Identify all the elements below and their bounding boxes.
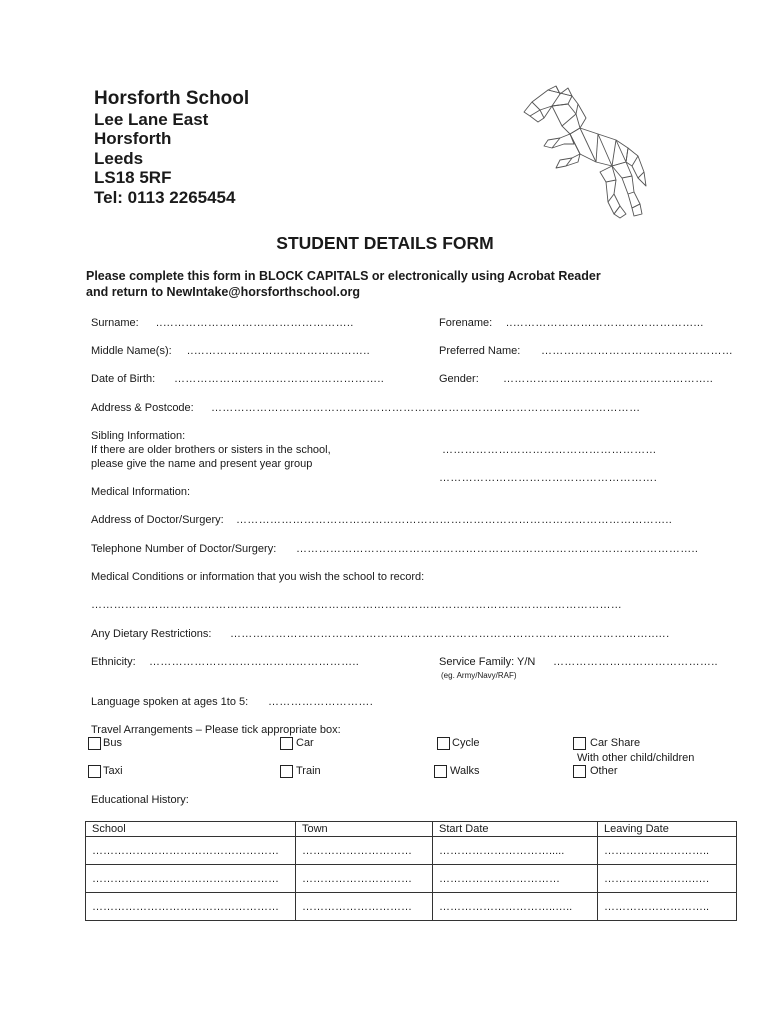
dietary-field[interactable]: …………………………………………………………………………………………………..…. [230,628,670,640]
forename-field[interactable]: ..…………………………………………... [506,317,704,329]
header-school: School [86,822,296,837]
surname-field[interactable]: ..……………………….………………….. [156,317,354,329]
doctor-address-label: Address of Doctor/Surgery: [91,514,224,526]
form-title: STUDENT DETAILS FORM [276,233,494,253]
geometric-horse-icon [520,82,650,220]
taxi-label: Taxi [103,765,123,777]
leaving-date-cell[interactable]: ……………………….. [598,893,737,921]
header-leaving-date: Leaving Date [598,822,737,837]
address-line-4: LS18 5RF [94,168,172,187]
leaving-date-cell[interactable]: …………………….…. [598,865,737,893]
bus-label: Bus [103,737,122,749]
dob-label: Date of Birth: [91,373,156,385]
taxi-checkbox[interactable] [88,765,101,778]
address-line-2: Horsforth [94,129,172,148]
header-start-date: Start Date [433,822,598,837]
car-label: Car [296,737,314,749]
sibling-field-1[interactable]: ………………………………………………… [442,444,657,456]
medical-info-label: Medical Information: [91,486,191,498]
education-table [85,821,737,921]
start-date-cell[interactable]: …………………………… [433,865,598,893]
address-field[interactable]: …………………………………………………………………………………………………… [211,402,641,414]
other-label: Other [590,765,618,777]
address-line-3: Leeds [94,149,144,168]
leaving-date-cell[interactable]: ……………………….. [598,837,737,865]
start-date-cell[interactable]: …………………………..... [433,837,598,865]
sibling-label: Sibling Information: [91,430,186,442]
town-cell[interactable]: ………………………… [296,865,433,893]
address-label: Address & Postcode: [91,402,194,414]
table-row [86,893,737,921]
preferred-name-field[interactable]: …………………………………………… [541,345,734,357]
doctor-phone-label: Telephone Number of Doctor/Surgery: [91,543,277,555]
school-name: Horsforth School [94,88,250,109]
car-share-checkbox[interactable] [573,737,586,750]
education-header-row [86,822,737,837]
address-line-1: Lee Lane East [94,110,209,129]
car-checkbox[interactable] [280,737,293,750]
medical-conditions-field[interactable]: …………………………………………………………………………………………………………………………… [91,599,623,611]
start-date-cell[interactable]: …………………………..….. [433,893,598,921]
language-field[interactable]: ………………………. [268,696,374,708]
header-town: Town [296,822,433,837]
school-cell[interactable]: …………………………………………… [86,837,296,865]
instructions-line-1: Please complete this form in BLOCK CAPITALS or electronically using Acrobat Reader [86,269,601,283]
cycle-label: Cycle [452,737,480,749]
service-family-label: Service Family: Y/N [439,656,536,668]
doctor-address-field[interactable]: …………………………………………………………………………………………………….. [236,514,673,526]
travel-label: Travel Arrangements – Please tick appropriate box: [91,724,341,736]
instructions-line-2: and return to NewIntake@horsforthschool.org [86,285,361,299]
train-label: Train [296,765,321,777]
middle-names-field[interactable]: ..……………………………………….. [187,345,370,357]
walks-label: Walks [450,765,480,777]
table-row [86,837,737,865]
sibling-hint-2: please give the name and present year group [91,458,313,470]
ethnicity-label: Ethnicity: [91,656,136,668]
ethnicity-field[interactable]: ……………………………………………….. [149,656,360,668]
train-checkbox[interactable] [280,765,293,778]
education-label: Educational History: [91,794,189,806]
sibling-field-2[interactable]: …………………………………………………. [439,472,658,484]
school-cell[interactable]: …………………………………………… [86,893,296,921]
school-telephone: Tel: 0113 2265454 [94,188,236,207]
cycle-checkbox[interactable] [437,737,450,750]
medical-conditions-label: Medical Conditions or information that you wish the school to record: [91,571,425,583]
dietary-label: Any Dietary Restrictions: [91,628,212,640]
car-share-label: Car Share [590,737,641,749]
middle-names-label: Middle Name(s): [91,345,172,357]
other-checkbox[interactable] [573,765,586,778]
dob-field[interactable]: ……………………………………………….. [174,373,385,385]
service-family-field[interactable]: …………………………………….. [553,656,718,668]
language-label: Language spoken at ages 1to 5: [91,696,249,708]
town-cell[interactable]: ………………………… [296,893,433,921]
forename-label: Forename: [439,317,493,329]
sibling-hint-1: If there are older brothers or sisters in the school, [91,444,331,456]
school-cell[interactable]: …………………………………………… [86,865,296,893]
preferred-name-label: Preferred Name: [439,345,521,357]
surname-label: Surname: [91,317,139,329]
table-row [86,865,737,893]
bus-checkbox[interactable] [88,737,101,750]
town-cell[interactable]: ………………………… [296,837,433,865]
service-family-note: (eg. Army/Navy/RAF) [441,671,517,680]
walks-checkbox[interactable] [434,765,447,778]
gender-label: Gender: [439,373,479,385]
car-share-note: With other child/children [577,752,695,764]
doctor-phone-field[interactable]: …………………………………………………………………………………………….. [296,543,699,555]
gender-field[interactable]: ……………………………………………….. [503,373,714,385]
